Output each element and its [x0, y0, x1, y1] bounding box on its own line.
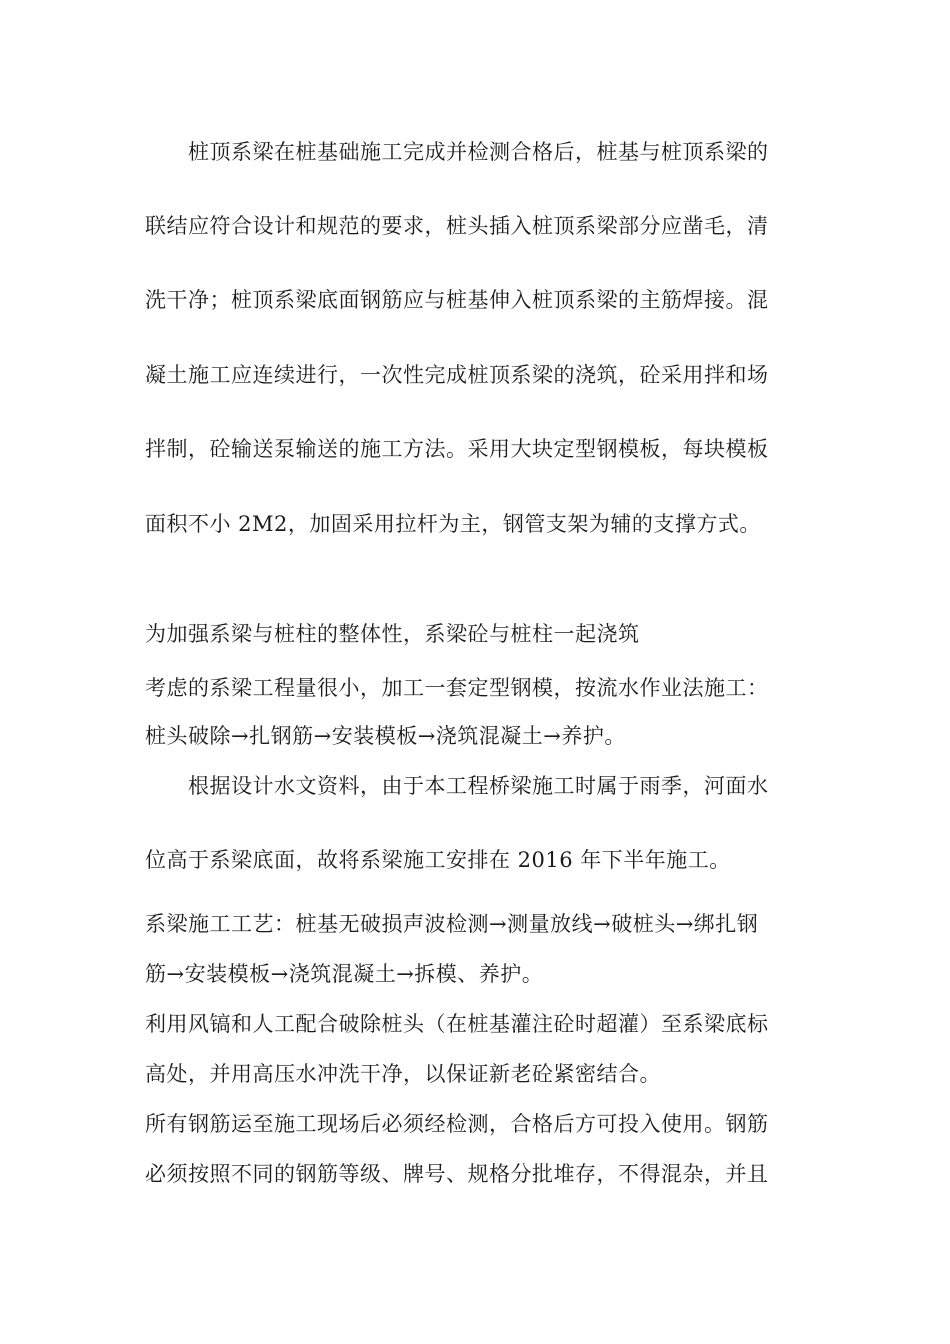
- text-line-1: 桩顶系梁在桩基础施工完成并检测合格后，桩基与桩顶系梁的: [188, 140, 769, 164]
- text-line-10: 根据设计水文资料，由于本工程桥梁施工时属于雨季，河面水: [188, 774, 769, 798]
- text-line-14: 利用风镐和人工配合破除桩头（在桩基灌注砼时超灌）至系梁底标: [145, 1012, 769, 1036]
- text-line-8: 考虑的系梁工程量很小，加工一套定型钢模，按流水作业法施工：: [145, 676, 769, 700]
- text-line-11: 位高于系梁底面，故将系梁施工安排在 2016 年下半年施工。: [145, 848, 731, 872]
- text-line-12: 系梁施工工艺：桩基无破损声波检测→测量放线→破桩头→绑扎钢: [145, 912, 759, 936]
- text-line-4: 凝土施工应连续进行，一次性完成桩顶系梁的浇筑，砼采用拌和场: [145, 363, 769, 387]
- text-line-2: 联结应符合设计和规范的要求，桩头插入桩顶系梁部分应凿毛，清: [145, 214, 769, 238]
- text-line-16: 所有钢筋运至施工现场后必须经检测，合格后方可投入使用。钢筋: [145, 1112, 769, 1136]
- text-line-17: 必须按照不同的钢筋等级、牌号、规格分批堆存，不得混杂，并且: [145, 1162, 769, 1186]
- text-line-7: 为加强系梁与桩柱的整体性，系梁砼与桩柱一起浇筑: [145, 622, 640, 646]
- text-line-15: 高处，并用高压水冲洗干净，以保证新老砼紧密结合。: [145, 1062, 661, 1086]
- text-line-9: 桩头破除→扎钢筋→安装模板→浇筑混凝土→养护。: [145, 724, 626, 748]
- text-line-6: 面积不小 2M2，加固采用拉杆为主，钢管支架为辅的支撑方式。: [145, 512, 761, 536]
- text-line-5: 拌制，砼输送泵输送的施工方法。采用大块定型钢模板，每块模板: [145, 437, 769, 461]
- text-line-3: 洗干净；桩顶系梁底面钢筋应与桩基伸入桩顶系梁的主筋焊接。混: [145, 288, 769, 312]
- text-line-13: 筋→安装模板→浇筑混凝土→拆模、养护。: [145, 962, 544, 986]
